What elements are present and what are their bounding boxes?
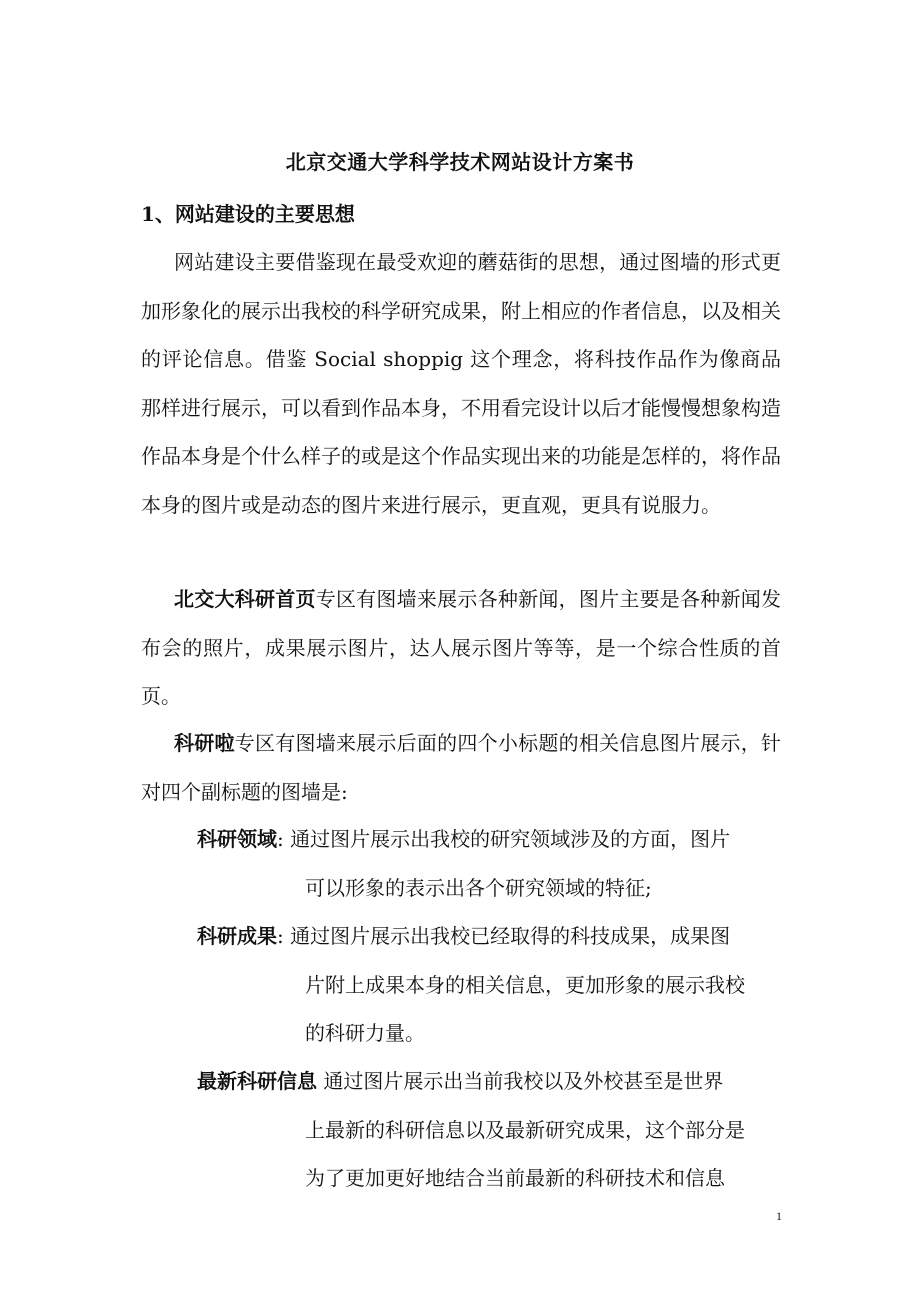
list-item-research-results <box>197 912 787 1058</box>
homepage-bold-term: 北交大科研首页 <box>174 587 316 611</box>
list-item-line <box>197 1057 787 1106</box>
list-item-continuation: 片附上成果本身的相关信息，更加形象的展示我校 <box>305 972 745 997</box>
list-item-line <box>197 912 787 961</box>
list-item-label: 科研成果 <box>197 924 277 948</box>
research-zone-bold-term: 科研啦 <box>174 731 235 755</box>
research-zone-description: 专区有图墙来展示后面的四个小标题的相关信息图片展示，针对四个副标题的图墙是: <box>141 731 782 804</box>
list-item-text: 通过图片展示出我校的研究领域涉及的方面，图片 <box>290 827 731 851</box>
list-item-separator: : <box>277 827 284 851</box>
page-number: 1 <box>776 1209 782 1223</box>
list-item-continuation: 可以形象的表示出各个研究领域的特征; <box>305 875 652 900</box>
list-item-separator: : <box>277 924 284 948</box>
list-item-text: 通过图片展示出我校已经取得的科技成果，成果图 <box>290 924 731 948</box>
list-item-research-fields <box>197 815 787 912</box>
list-item-label: 最新科研信息 <box>197 1069 317 1093</box>
section-heading: 1、网站建设的主要思想 <box>141 202 355 226</box>
homepage-description: 专区有图墙来展示各种新闻，图片主要是各种新闻发布会的照片，成果展示图片，达人展示图片等等，是一个综合性质的首页。 <box>141 587 782 709</box>
document-title: 北京交通大学科学技术网站设计方案书 <box>285 150 635 174</box>
paragraph-main-idea: 网站建设主要借鉴现在最受欢迎的蘑菇街的思想，通过图墙的形式更加形象化的展示出我校的科学研究成果，附上相应的作者信息，以及相关的评论信息。借鉴 Social shoppig 这个理念，将科技作品作为像商品那样进行展示，可以看到作品本身，不用看完设计以后才能慢慢想象构造作品本身是个什么样子的或是这个作品实现出来的功能是怎样的，将作品本身的图片或是动态的图片来进行展示，更直观，更具有说服力。 <box>141 250 781 517</box>
list-item-text: 通过图片展示出当前我校以及外校甚至是世界 <box>323 1069 724 1093</box>
paragraph-homepage <box>141 575 781 721</box>
list-item-continuation: 的科研力量。 <box>305 1021 425 1046</box>
list-item-label: 科研领域 <box>197 827 277 851</box>
list-item-latest-research <box>197 1057 787 1203</box>
paragraph-research-zone <box>141 719 781 816</box>
list-item-line <box>197 815 787 864</box>
list-item-continuation: 上最新的科研信息以及最新研究成果，这个部分是 <box>305 1117 745 1142</box>
list-item-continuation: 为了更加更好地结合当前最新的科研技术和信息 <box>305 1166 725 1191</box>
